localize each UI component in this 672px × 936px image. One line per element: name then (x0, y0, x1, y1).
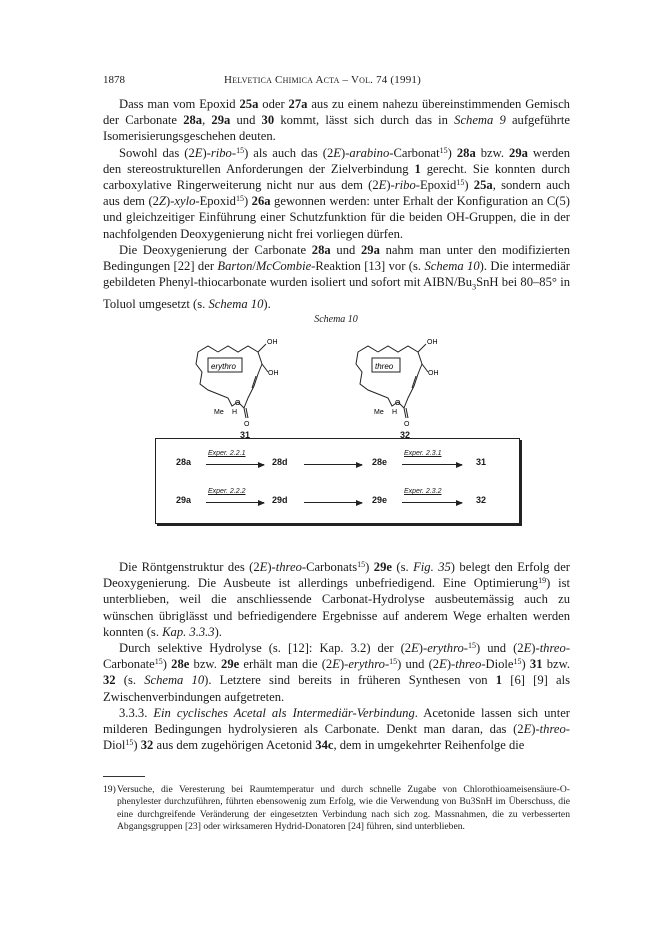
footnote-mark: 19) (103, 784, 116, 795)
exper-label: Exper. 2.3.1 (404, 450, 442, 457)
compound: 29d (272, 495, 288, 505)
footnote (103, 784, 570, 834)
exper-label: Exper. 2.2.1 (208, 450, 246, 457)
schema-title: Schema 10 (314, 314, 358, 325)
reaction-arrow (206, 464, 264, 465)
methyl-label: Me (374, 409, 384, 416)
page-number: 1878 (103, 74, 125, 86)
footnote-text: Versuche, die Veresterung bei Raumtemperatur und durch schnelle Zugabe von Chlorothioameisensäure-O-phenylester durchzuführen, führten ebensowenig zum Erfolg, wie die Verwendung von Bu3SnH im Überschuss, die eine durchgreifende Veränderung der eingesetzten Verbindung nach sich zog. Massnahmen, die zu verbesserten Abgangsgruppen [23] oder wirksameren Hydrid-Donatoren [24] führen, sind unterblieben. (117, 784, 570, 833)
paragraph: Die Röntgenstruktur des (2E)-threo-Carbonats$^{15}$) 29e (s. Fig. 35) belegt den Erfolg der Deoxygenierung. Die Ausbeute ist allerdings unbefriedigend. Eine Optimierung$^{19}$) ist unterblieben, weil die anschliessende Carbonat-Hydrolyse ausbeutemässig auch zu wünschen übriglässt und befriedigendere Ergebnisse auf anderem Wege erhalten werden konnten (s. Kap. 3.3.3). (103, 560, 570, 639)
hydrogen-label: H (232, 409, 238, 416)
oh-label: OH (267, 339, 278, 346)
compound: 29a (176, 495, 192, 505)
paragraph: 3.3.3. Ein cyclisches Acetal als Intermediär-Verbindung. Acetonide lassen sich unter milderen Bedingungen hydrolysieren als Carbonate. Denkt man daran, das (2E)-threo-Diol$^{15}$) 32 aus dem zugehörigen Acetonid 34c, dem in umgekehrter Reihenfolge die (103, 705, 570, 753)
compound: 28d (272, 457, 288, 467)
journal-title: Helvetica Chimica Acta – Vol. 74 (1991) (224, 74, 421, 86)
reaction-arrow (304, 464, 362, 465)
ring-oxygen-label: O (395, 400, 401, 407)
erythro-box-label: erythro (211, 362, 236, 371)
carbonyl-oxygen-label: O (404, 421, 410, 428)
ring-oxygen-label: O (235, 400, 241, 407)
compound: 28e (372, 457, 388, 467)
body-text-bottom (103, 559, 570, 753)
exper-label: Exper. 2.2.2 (208, 488, 246, 495)
reaction-arrow (206, 502, 264, 503)
oh-label: OH (427, 339, 438, 346)
oh-label: OH (268, 370, 279, 377)
paragraph: Dass man vom Epoxid 25a oder 27a aus zu einem nahezu übereinstimmenden Gemisch der Carbonate 28a, 29a und 30 kommt, lässt sich durch das in Schema 9 aufgeführte Isomerisierungsgeschehen deuten. (103, 97, 570, 144)
scheme-row (156, 450, 519, 475)
hydrogen-label: H (392, 409, 398, 416)
reaction-arrow (304, 502, 362, 503)
scheme-row (156, 488, 519, 513)
body-text-top (103, 96, 570, 312)
footnote-rule (103, 776, 145, 777)
methyl-label: Me (214, 409, 224, 416)
molecule-32 (348, 328, 458, 428)
compound-31-label: 31 (240, 430, 251, 440)
molecule-31 (188, 328, 298, 428)
exper-label: Exper. 2.3.2 (404, 488, 442, 495)
compound-32-label: 32 (400, 430, 411, 440)
compound: 28a (176, 457, 192, 467)
compound: 29e (372, 495, 388, 505)
reaction-arrow (402, 464, 462, 465)
oh-label: OH (428, 370, 439, 377)
compound: 31 (476, 457, 487, 467)
carbonyl-oxygen-label: O (244, 421, 250, 428)
paragraph: Sowohl das (2E)-ribo-$^{15}$) als auch das (2E)-arabino-Carbonat$^{15}$) 28a bzw. 29a werden den stereostrukturellen Anforderungen der Zielverbindung 1 gerecht. Sie konnten durch carboxylative Ringerweiterung nicht nur aus dem (2E)-ribo-Epoxid$^{15}$) 25a, sondern auch aus dem (2Z)-xylo-Epoxid$^{15}$) 26a gewonnen werden: unter Erhalt der Konfiguration an C(5) und gleichzeitiger Einführung einer Schutzfunktion für die beiden OH-Gruppen, die in der nachfolgenden Deoxygenierung nicht frei vorliegen dürfen. (103, 145, 571, 241)
threo-box-label: threo (375, 362, 394, 371)
reaction-scheme-box (155, 438, 520, 524)
paragraph: Die Deoxygenierung der Carbonate 28a und 29a nahm man unter den modifizierten Bedingungen [22] der Barton/McCombie-Reaktion [13] vor (s. Schema 10). Die intermediär gebildeten Phenyl-thiocarbonate wurden isoliert und sofort mit AIBN/$Bu_3SnH$ bei 80–85° in Toluol umgesetzt (s. Schema 10). (103, 242, 570, 311)
reaction-arrow (402, 502, 462, 503)
paragraph: Durch selektive Hydrolyse (s. [12]: Kap. 3.2) der (2E)-erythro-$^{15}$) und (2E)-threo-Carbonate$^{15}$) 28e bzw. 29e erhält man die (2E)-erythro-$^{15}$) und (2E)-threo-Diole$^{15}$) 31 bzw. 32 (s. Schema 10). Letztere sind bereits in früheren Synthesen von 1 [6] [9] als Zwischenverbindungen aufgetreten. (103, 641, 571, 704)
compound: 32 (476, 495, 487, 505)
